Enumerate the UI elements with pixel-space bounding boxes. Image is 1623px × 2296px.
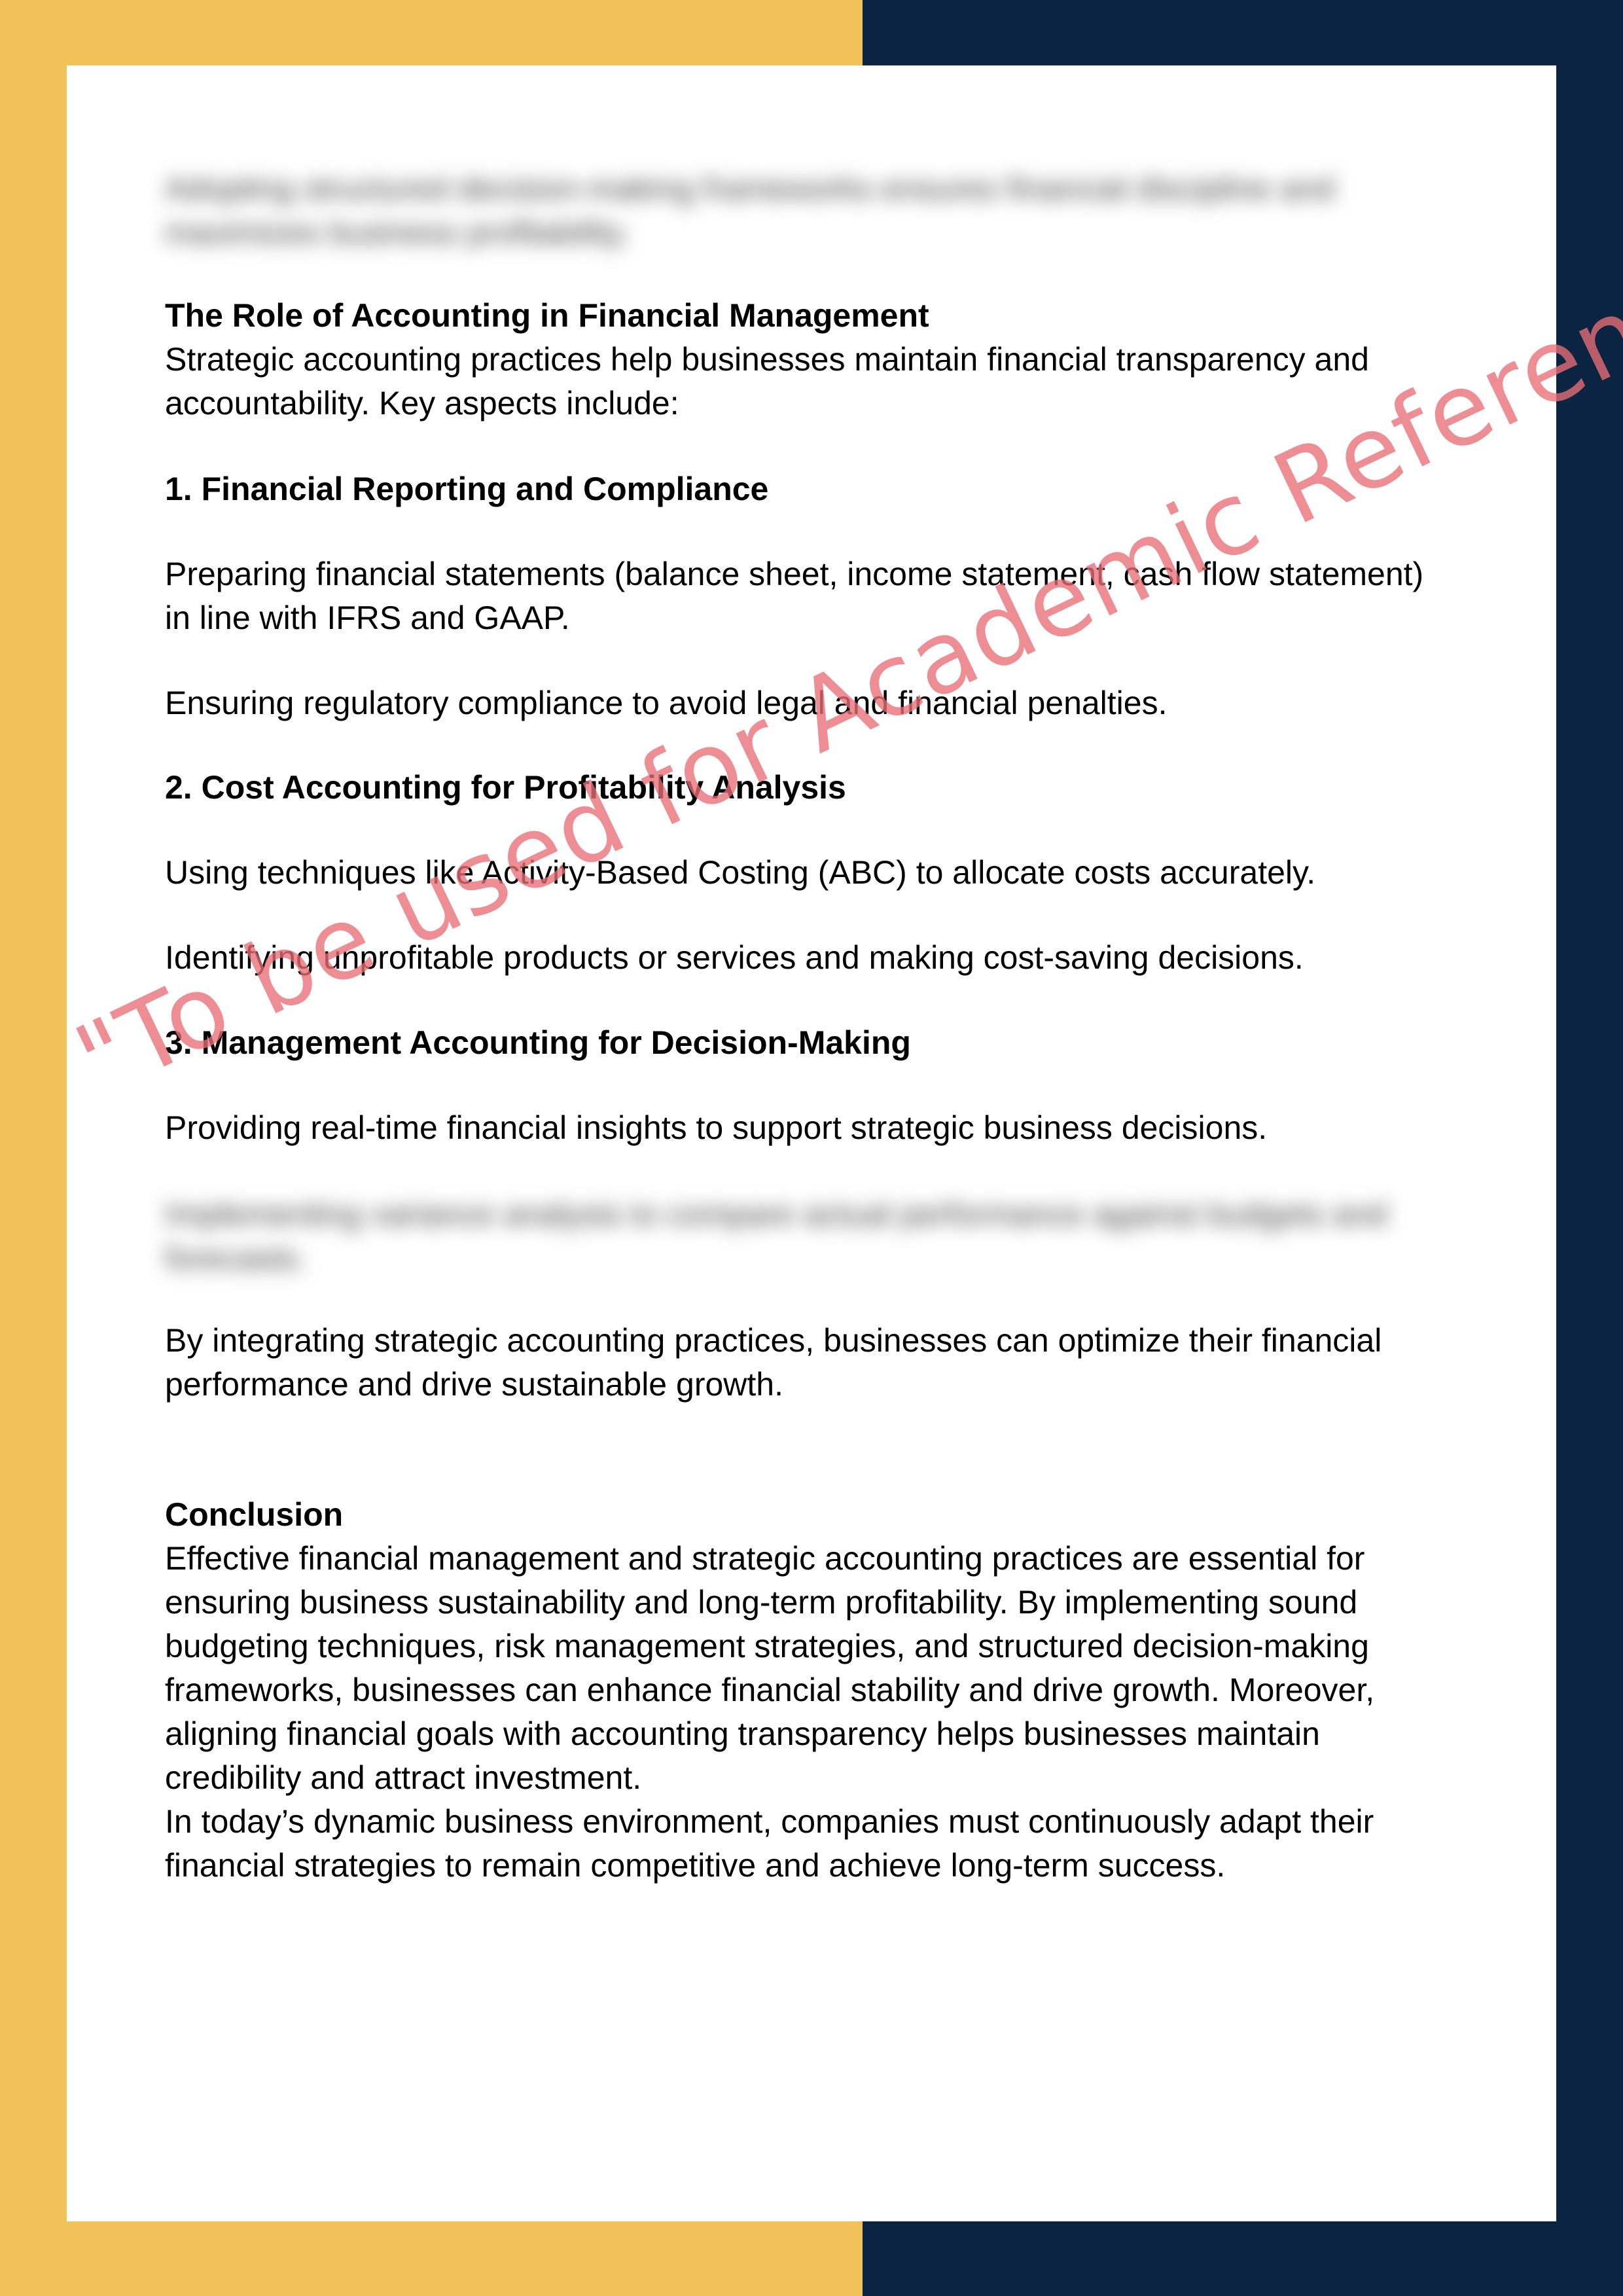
- item2-paragraph-1: Using techniques like Activity-Based Costing (ABC) to allocate costs accurately.: [165, 854, 1316, 891]
- item2-heading: 2. Cost Accounting for Profitability Analysis: [165, 769, 846, 806]
- conclusion-line: frameworks, businesses can enhance financial stability and drive growth. Moreover,: [165, 1672, 1375, 1708]
- item3-heading: 3. Management Accounting for Decision-Making: [165, 1024, 911, 1061]
- item1-heading: 1. Financial Reporting and Compliance: [165, 471, 769, 507]
- item1-paragraph-1-line-1: Preparing financial statements (balance sheet, income statement, cash flow statement): [165, 556, 1424, 592]
- item2-paragraph-2: Identifying unprofitable products or services and making cost-saving decisions.: [165, 939, 1304, 976]
- item3-blurred-line-1: Implementing variance analysis to compare actual performance against budgets and: [165, 1196, 1387, 1232]
- conclusion-line: credibility and attract investment.: [165, 1759, 642, 1796]
- role-paragraph-line-2: accountability. Key aspects include:: [165, 385, 679, 422]
- item3-paragraph-1: Providing real-time financial insights to support strategic business decisions.: [165, 1109, 1268, 1146]
- conclusion-line: financial strategies to remain competitive and achieve long-term success.: [165, 1847, 1226, 1884]
- section-heading-role: The Role of Accounting in Financial Management: [165, 297, 929, 334]
- conclusion-line: aligning financial goals with accounting transparency helps businesses maintain: [165, 1715, 1320, 1752]
- conclusion-line: Effective financial management and strategic accounting practices are essential for: [165, 1540, 1365, 1577]
- conclusion-line: ensuring business sustainability and long-term profitability. By implementing sound: [165, 1584, 1358, 1621]
- conclusion-heading: Conclusion: [165, 1496, 344, 1533]
- summary-line-2: performance and drive sustainable growth.: [165, 1366, 783, 1403]
- conclusion-line: In today’s dynamic business environment, companies must continuously adapt their: [165, 1803, 1374, 1840]
- item1-paragraph-1-line-2: in line with IFRS and GAAP.: [165, 600, 570, 636]
- academic-reference-watermark: "To be used for Academic Reference: [59, 222, 1623, 1119]
- role-paragraph-line-1: Strategic accounting practices help businesses maintain financial transparency and: [165, 341, 1369, 378]
- item3-blurred-line-2: forecasts.: [165, 1240, 307, 1276]
- item1-paragraph-2: Ensuring regulatory compliance to avoid legal and financial penalties.: [165, 685, 1168, 721]
- blurred-intro-line-2: maximizes business profitability.: [165, 214, 630, 251]
- document-page: [67, 65, 1556, 2221]
- summary-line-1: By integrating strategic accounting practices, businesses can optimize their financial: [165, 1322, 1382, 1359]
- conclusion-line: budgeting techniques, risk management strategies, and structured decision-making: [165, 1628, 1369, 1664]
- blurred-intro-line-1: Adopting structured decision-making frameworks ensures financial discipline and: [165, 170, 1335, 207]
